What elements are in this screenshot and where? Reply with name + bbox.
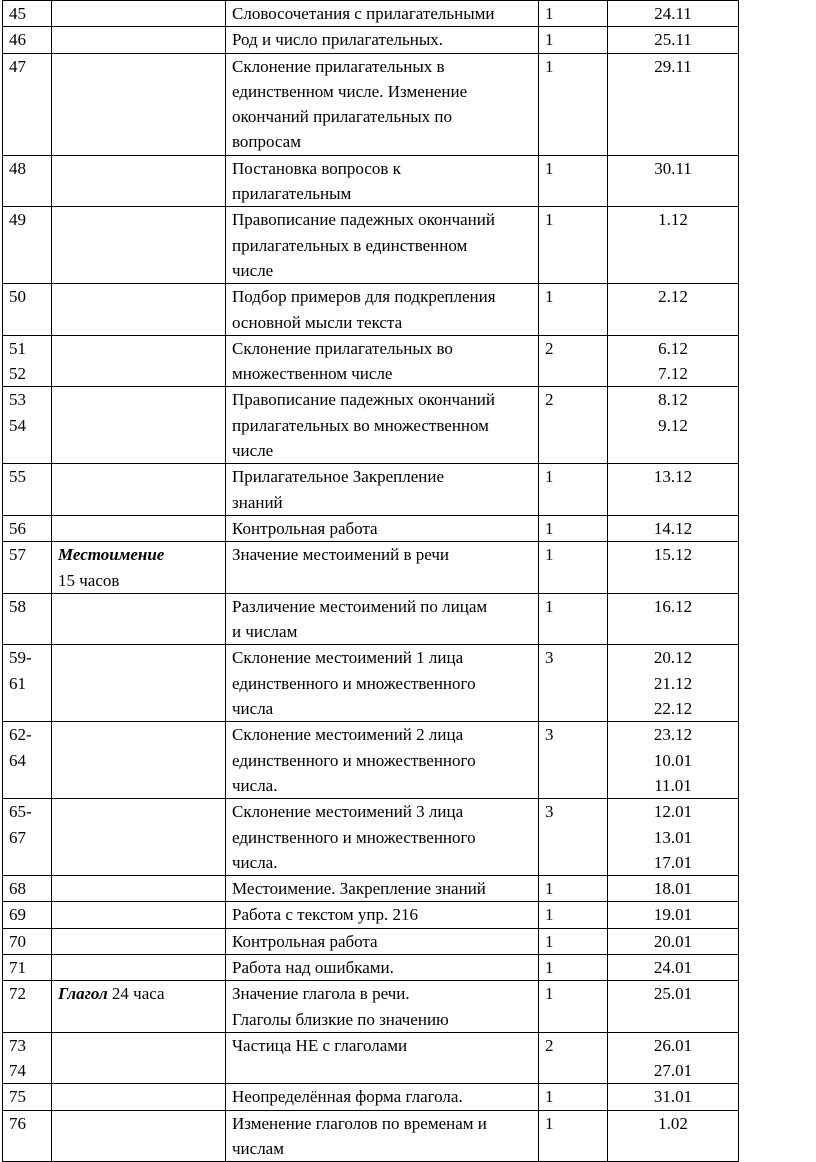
lesson-topic-line: числа.: [232, 775, 278, 795]
lesson-date: 12.01: [653, 802, 693, 822]
hours-cell: [539, 515, 608, 541]
section-cell: [52, 981, 226, 1033]
lesson-date: 25.01: [653, 984, 693, 1004]
lesson-date: 13.12: [653, 467, 693, 487]
date-cell: [608, 954, 739, 980]
hours-cell: [539, 542, 608, 594]
lesson-number-cell: [3, 928, 52, 954]
hours-cell: [539, 593, 608, 645]
lesson-topic-line: Словосочетания с прилагательными: [232, 4, 495, 23]
hours-cell: [539, 155, 608, 207]
hours-cell: [539, 1084, 608, 1110]
date-cell: [608, 902, 739, 928]
hours-cell: [539, 981, 608, 1033]
hours-cell: [539, 335, 608, 387]
date-cell: [608, 722, 739, 799]
lesson-topic-line: Склонение местоимений 3 лица: [232, 802, 464, 822]
table-row: [3, 53, 739, 155]
lesson-topic-cell: [226, 1084, 539, 1110]
lesson-number-cell: [3, 27, 52, 53]
lesson-number: 59-: [9, 648, 32, 668]
lesson-topic-line: Местоимение. Закрепление знаний: [232, 879, 486, 899]
lesson-date: 20.12: [653, 648, 693, 668]
hours-cell: [539, 1, 608, 27]
lesson-date: 23.12: [653, 725, 693, 745]
lesson-number: 47: [9, 56, 26, 76]
hours-count: 1: [545, 210, 554, 230]
lesson-number: 62-: [9, 725, 32, 745]
lesson-number-cell: [3, 53, 52, 155]
hours-cell: [539, 645, 608, 722]
lesson-topic-line: числе: [232, 260, 274, 280]
section-cell: [52, 53, 226, 155]
hours-count: 2: [545, 338, 554, 358]
table-row: [3, 155, 739, 207]
lesson-topic-line: числа: [232, 699, 274, 719]
lesson-number: 58: [9, 596, 26, 616]
hours-cell: [539, 27, 608, 53]
lesson-topic-cell: [226, 1032, 539, 1084]
lesson-topic-line: прилагательным: [232, 184, 352, 204]
lesson-date: 25.11: [654, 30, 692, 50]
lesson-number: 53: [9, 390, 26, 410]
section-cell: [52, 387, 226, 464]
lesson-topic-line: Правописание падежных окончаний: [232, 210, 495, 230]
section-cell: [52, 542, 226, 594]
lesson-topic-line: прилагательных во множественном: [232, 415, 489, 435]
lesson-topic-line: Правописание падежных окончаний: [232, 390, 495, 410]
lesson-number-cell: [3, 1110, 52, 1162]
lesson-topic-cell: [226, 902, 539, 928]
hours-cell: [539, 464, 608, 516]
lesson-number: 67: [9, 827, 26, 847]
lesson-date: 21.12: [653, 673, 693, 693]
lesson-date: 22.12: [653, 699, 693, 719]
section-cell: [52, 954, 226, 980]
date-cell: [608, 928, 739, 954]
lesson-date: 30.11: [654, 158, 692, 178]
lesson-date: 11.01: [654, 775, 692, 795]
date-cell: [608, 981, 739, 1033]
date-cell: [608, 1032, 739, 1084]
lesson-topic-line: Изменение глаголов по временам и: [232, 1113, 487, 1133]
lesson-number: 64: [9, 750, 26, 770]
lesson-topic-cell: [226, 284, 539, 336]
section-cell: [52, 284, 226, 336]
lesson-date: 7.12: [658, 364, 688, 384]
table-row: [3, 1110, 739, 1162]
hours-cell: [539, 387, 608, 464]
lesson-number: 46: [9, 30, 26, 50]
section-hours: 15 часов: [58, 570, 120, 590]
date-cell: [608, 207, 739, 284]
lesson-number-cell: [3, 645, 52, 722]
lesson-topic-line: множественном числе: [232, 364, 393, 384]
date-cell: [608, 53, 739, 155]
section-cell: [52, 464, 226, 516]
lesson-date: 31.01: [653, 1087, 693, 1107]
lesson-topic-line: основной мысли текста: [232, 312, 403, 332]
lesson-topic-line: Род и число прилагательных.: [232, 30, 443, 50]
hours-cell: [539, 876, 608, 902]
lesson-topic-line: Неопределённая форма глагола.: [232, 1087, 463, 1107]
lesson-topic-cell: [226, 207, 539, 284]
lesson-topic-line: числа.: [232, 852, 278, 872]
hours-count: 1: [545, 931, 554, 951]
table-row: [3, 722, 739, 799]
hours-cell: [539, 284, 608, 336]
lesson-date: 1.02: [658, 1113, 688, 1133]
lesson-number-cell: [3, 722, 52, 799]
lesson-date: 18.01: [653, 879, 693, 899]
lesson-number: 57: [9, 545, 26, 565]
lesson-number-cell: [3, 981, 52, 1033]
lesson-topic-line: Работа над ошибками.: [232, 957, 394, 977]
date-cell: [608, 799, 739, 876]
table-row: [3, 981, 739, 1033]
section-title: Глагол: [58, 984, 108, 1004]
lesson-topic-cell: [226, 515, 539, 541]
table-row: [3, 542, 739, 594]
hours-count: 3: [545, 725, 554, 745]
lesson-topic-cell: [226, 53, 539, 155]
table-row: [3, 207, 739, 284]
hours-cell: [539, 722, 608, 799]
section-title: Местоимение: [58, 545, 165, 565]
lesson-topic-line: Склонение местоимений 2 лица: [232, 725, 464, 745]
lesson-number: 72: [9, 984, 26, 1004]
lesson-topic-line: Значение глагола в речи.: [232, 984, 410, 1004]
table-row: [3, 799, 739, 876]
section-cell: [52, 1032, 226, 1084]
lesson-date: 29.11: [654, 56, 692, 76]
lesson-plan-body: [3, 1, 739, 1162]
lesson-number: 70: [9, 931, 26, 951]
lesson-date: 14.12: [653, 518, 693, 538]
lesson-number: 54: [9, 415, 26, 435]
lesson-number: 68: [9, 879, 26, 899]
lesson-topic-line: Контрольная работа: [232, 518, 378, 538]
section-cell: [52, 902, 226, 928]
hours-count: 1: [545, 287, 554, 307]
lesson-number-cell: [3, 284, 52, 336]
lesson-topic-cell: [226, 1, 539, 27]
section-cell: [52, 155, 226, 207]
section-cell: [52, 1110, 226, 1162]
lesson-number: 69: [9, 905, 26, 925]
lesson-topic-line: прилагательных в единственном: [232, 235, 468, 255]
section-cell: [52, 27, 226, 53]
date-cell: [608, 335, 739, 387]
lesson-date: 1.12: [658, 210, 688, 230]
lesson-number: 56: [9, 518, 26, 538]
lesson-topic-line: числе: [232, 441, 274, 461]
date-cell: [608, 387, 739, 464]
hours-count: 1: [545, 56, 554, 76]
section-cell: [52, 593, 226, 645]
hours-count: 1: [545, 905, 554, 925]
hours-count: 1: [545, 518, 554, 538]
section-cell: [52, 1, 226, 27]
table-row: [3, 387, 739, 464]
lesson-number: 71: [9, 957, 26, 977]
lesson-topic-cell: [226, 928, 539, 954]
table-row: [3, 464, 739, 516]
lesson-topic-line: Постановка вопросов к: [232, 158, 401, 178]
section-line: [58, 542, 219, 567]
hours-count: 1: [545, 158, 554, 178]
lesson-number: 73: [9, 1035, 26, 1055]
lesson-number: 45: [9, 4, 26, 23]
hours-count: 1: [545, 984, 554, 1004]
lesson-number: 48: [9, 158, 26, 178]
lesson-topic-line: Значение местоимений в речи: [232, 545, 450, 565]
lesson-topic-line: Прилагательное Закрепление: [232, 467, 445, 487]
lesson-topic-line: Работа с текстом упр. 216: [232, 905, 418, 925]
lesson-topic-cell: [226, 335, 539, 387]
lesson-topic-cell: [226, 542, 539, 594]
lesson-number-cell: [3, 1, 52, 27]
section-cell: [52, 1084, 226, 1110]
hours-count: 2: [545, 1035, 554, 1055]
date-cell: [608, 1084, 739, 1110]
lesson-topic-line: окончаний прилагательных по: [232, 107, 453, 127]
hours-count: 2: [545, 390, 554, 410]
hours-count: 1: [545, 596, 554, 616]
date-cell: [608, 155, 739, 207]
lesson-topic-cell: [226, 593, 539, 645]
hours-cell: [539, 207, 608, 284]
table-row: [3, 1, 739, 27]
lesson-topic-line: числам: [232, 1139, 284, 1159]
lesson-date: 8.12: [658, 390, 688, 410]
date-cell: [608, 876, 739, 902]
lesson-date: 9.12: [658, 415, 688, 435]
lesson-topic-line: вопросам: [232, 132, 301, 152]
lesson-topic-cell: [226, 1110, 539, 1162]
table-row: [3, 876, 739, 902]
lesson-number: 51: [9, 338, 26, 358]
lesson-date: 10.01: [653, 750, 693, 770]
hours-cell: [539, 1110, 608, 1162]
lesson-date: 26.01: [653, 1035, 693, 1055]
table-row: [3, 284, 739, 336]
table-row: [3, 954, 739, 980]
lesson-number-cell: [3, 954, 52, 980]
table-row: [3, 1084, 739, 1110]
lesson-number-cell: [3, 387, 52, 464]
lesson-topic-cell: [226, 27, 539, 53]
lesson-date: 15.12: [653, 545, 693, 565]
lesson-number: 75: [9, 1087, 26, 1107]
lesson-number-cell: [3, 902, 52, 928]
lesson-topic-line: Подбор примеров для подкрепления: [232, 287, 496, 307]
table-row: [3, 593, 739, 645]
date-cell: [608, 542, 739, 594]
table-row: [3, 515, 739, 541]
lesson-date: 2.12: [658, 287, 688, 307]
hours-count: 1: [545, 467, 554, 487]
table-row: [3, 645, 739, 722]
hours-cell: [539, 902, 608, 928]
lesson-number-cell: [3, 542, 52, 594]
hours-cell: [539, 1032, 608, 1084]
lesson-date: 6.12: [658, 338, 688, 358]
lesson-topic-line: единственного и множественного: [232, 673, 476, 693]
hours-count: 1: [545, 4, 554, 23]
hours-count: 1: [545, 957, 554, 977]
date-cell: [608, 1, 739, 27]
lesson-topic-line: Склонение прилагательных в: [232, 56, 445, 76]
section-line: [58, 981, 219, 1006]
lesson-date: 16.12: [653, 596, 693, 616]
lesson-topic-line: Склонение местоимений 1 лица: [232, 648, 464, 668]
lesson-number-cell: [3, 593, 52, 645]
lesson-topic-line: Контрольная работа: [232, 931, 378, 951]
lesson-topic-cell: [226, 981, 539, 1033]
lesson-date: 19.01: [653, 905, 693, 925]
hours-cell: [539, 53, 608, 155]
table-row: [3, 335, 739, 387]
date-cell: [608, 284, 739, 336]
lesson-number: 55: [9, 467, 26, 487]
section-cell: [52, 928, 226, 954]
lesson-date: 13.01: [653, 827, 693, 847]
lesson-date: 24.11: [654, 4, 692, 23]
lesson-topic-line: Глаголы близкие по значению: [232, 1009, 449, 1029]
date-cell: [608, 515, 739, 541]
lesson-topic-line: единственного и множественного: [232, 750, 476, 770]
lesson-number: 61: [9, 673, 26, 693]
lesson-topic-cell: [226, 954, 539, 980]
hours-cell: [539, 799, 608, 876]
lesson-number-cell: [3, 799, 52, 876]
section-cell: [52, 722, 226, 799]
lesson-number: 74: [9, 1061, 26, 1081]
lesson-topic-line: единственного и множественного: [232, 827, 476, 847]
hours-count: 1: [545, 1113, 554, 1133]
lesson-topic-line: Частица НЕ с глаголами: [232, 1035, 408, 1055]
date-cell: [608, 1110, 739, 1162]
hours-count: 3: [545, 648, 554, 668]
hours-cell: [539, 954, 608, 980]
table-row: [3, 27, 739, 53]
hours-count: 1: [545, 1087, 554, 1107]
hours-count: 1: [545, 30, 554, 50]
hours-count: 1: [545, 545, 554, 565]
section-cell: [52, 515, 226, 541]
lesson-topic-line: единственном числе. Изменение: [232, 81, 468, 101]
table-row: [3, 928, 739, 954]
table-row: [3, 902, 739, 928]
lesson-number-cell: [3, 515, 52, 541]
lesson-number: 50: [9, 287, 26, 307]
section-cell: [52, 799, 226, 876]
hours-cell: [539, 928, 608, 954]
hours-count: 3: [545, 802, 554, 822]
section-cell: [52, 876, 226, 902]
date-cell: [608, 27, 739, 53]
lesson-number-cell: [3, 207, 52, 284]
lesson-number-cell: [3, 335, 52, 387]
lesson-number-cell: [3, 155, 52, 207]
lesson-number: 49: [9, 210, 26, 230]
lesson-number: 76: [9, 1113, 26, 1133]
lesson-topic-cell: [226, 799, 539, 876]
lesson-date: 27.01: [653, 1061, 693, 1081]
lesson-topic-cell: [226, 464, 539, 516]
lesson-topic-cell: [226, 645, 539, 722]
lesson-number-cell: [3, 876, 52, 902]
section-hours: 24 часа: [107, 984, 165, 1004]
section-cell: [52, 335, 226, 387]
hours-count: 1: [545, 879, 554, 899]
lesson-date: 17.01: [653, 852, 693, 872]
lesson-topic-cell: [226, 387, 539, 464]
section-cell: [52, 207, 226, 284]
lesson-number-cell: [3, 1084, 52, 1110]
lesson-topic-line: знаний: [232, 492, 283, 512]
lesson-number-cell: [3, 1032, 52, 1084]
lesson-topic-line: и числам: [232, 622, 298, 642]
lesson-topic-cell: [226, 722, 539, 799]
lesson-plan-table: [2, 0, 739, 1162]
table-row: [3, 1032, 739, 1084]
date-cell: [608, 593, 739, 645]
lesson-number: 52: [9, 364, 26, 384]
date-cell: [608, 464, 739, 516]
lesson-date: 24.01: [653, 957, 693, 977]
lesson-date: 20.01: [653, 931, 693, 951]
section-cell: [52, 645, 226, 722]
lesson-topic-line: Различение местоимений по лицам: [232, 596, 488, 616]
lesson-number-cell: [3, 464, 52, 516]
lesson-topic-cell: [226, 876, 539, 902]
lesson-number: 65-: [9, 802, 32, 822]
date-cell: [608, 645, 739, 722]
lesson-topic-cell: [226, 155, 539, 207]
lesson-topic-line: Склонение прилагательных во: [232, 338, 453, 358]
